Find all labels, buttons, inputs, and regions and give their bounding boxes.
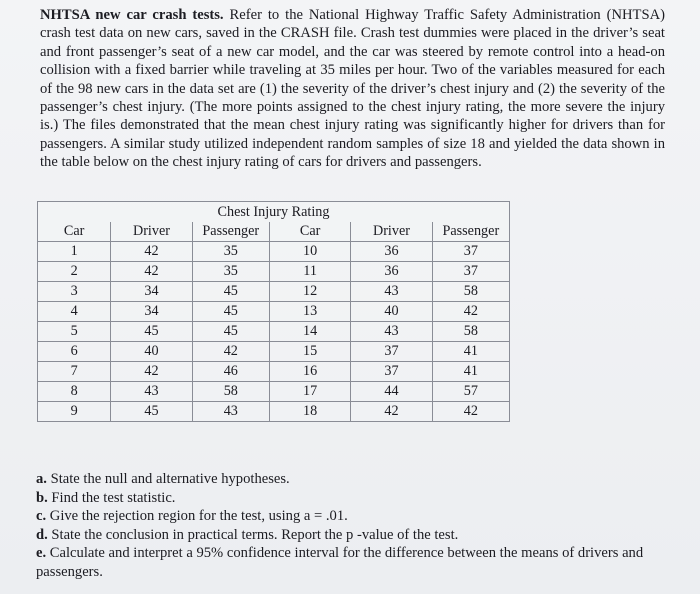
question-item xyxy=(36,526,676,545)
table-cell: 43 xyxy=(111,382,192,402)
header-driver-1: Driver xyxy=(111,222,192,242)
table-cell: 34 xyxy=(111,282,192,302)
table-cell: 45 xyxy=(111,322,192,342)
table-cell: 42 xyxy=(111,362,192,382)
table-row xyxy=(38,362,510,382)
table-cell: 41 xyxy=(432,342,509,362)
table-cell: 5 xyxy=(38,322,111,342)
table-cell: 44 xyxy=(351,382,432,402)
table-cell: 42 xyxy=(351,402,432,422)
table-title: Chest Injury Rating xyxy=(38,202,510,223)
table-cell: 46 xyxy=(192,362,269,382)
table-cell: 17 xyxy=(269,382,350,402)
table-row xyxy=(38,382,510,402)
problem-body: Refer to the National Highway Traffic Safety Administration (NHTSA) crash test data on new cars, saved in the CRASH file. Crash test dummies were placed in the driver’s seat and front passenger’s seat of a new car model, and the car was steered by remote control into a head-on collision with a fixed barrier while traveling at 35 miles per hour. Two of the variables measured for each of the 98 new cars in the data set are (1) the severity of the driver’s chest injury and (2) the severity of the passenger’s chest injury. (The more points assigned to the chest injury rating, the more severe the injury is.) The files demonstrated that the mean chest injury rating was significantly higher for drivers than for passengers. A similar study utilized independent random samples of size 18 and yielded the data shown in the table below on the chest injury rating of cars for drivers and passengers. xyxy=(40,7,665,171)
table-cell: 11 xyxy=(269,262,350,282)
table-cell: 43 xyxy=(192,402,269,422)
table-cell: 37 xyxy=(351,342,432,362)
table-row xyxy=(38,302,510,322)
table-cell: 1 xyxy=(38,242,111,262)
table-cell: 41 xyxy=(432,362,509,382)
table-cell: 37 xyxy=(432,262,509,282)
header-car-1: Car xyxy=(38,222,111,242)
table-cell: 14 xyxy=(269,322,350,342)
table-cell: 16 xyxy=(269,362,350,382)
table-row xyxy=(38,282,510,302)
question-text: State the null and alternative hypotheses. xyxy=(46,471,290,487)
table-row xyxy=(38,402,510,422)
table-cell: 9 xyxy=(38,402,111,422)
question-letter: c. xyxy=(36,508,47,525)
table-cell: 37 xyxy=(432,242,509,262)
table-cell: 57 xyxy=(432,382,509,402)
table-cell: 45 xyxy=(192,282,269,302)
table-row xyxy=(38,242,510,262)
table-row xyxy=(38,262,510,282)
problem-statement xyxy=(40,6,665,172)
table-cell: 42 xyxy=(192,342,269,362)
table-cell: 40 xyxy=(351,302,432,322)
table-cell: 45 xyxy=(111,402,192,422)
question-text: Calculate and interpret a 95% confidence interval for the difference between the means of drivers and passengers. xyxy=(36,545,644,580)
table-title-row xyxy=(38,202,510,223)
header-car-2: Car xyxy=(269,222,350,242)
table-cell: 3 xyxy=(38,282,111,302)
table-cell: 36 xyxy=(351,242,432,262)
question-list xyxy=(36,470,676,582)
table-cell: 13 xyxy=(269,302,350,322)
question-text: State the conclusion in practical terms. Report the p -value of the test. xyxy=(47,526,459,543)
chest-injury-table xyxy=(37,201,510,422)
table-row xyxy=(38,322,510,342)
table-cell: 58 xyxy=(432,282,509,302)
table-cell: 37 xyxy=(351,362,432,382)
table-cell: 42 xyxy=(432,402,509,422)
table-cell: 4 xyxy=(38,302,111,322)
table-cell: 34 xyxy=(111,302,192,322)
question-letter: d. xyxy=(36,526,48,543)
table-cell: 40 xyxy=(111,342,192,362)
question-item xyxy=(36,470,676,489)
question-letter: b. xyxy=(36,489,48,506)
table-cell: 42 xyxy=(111,262,192,282)
table-cell: 45 xyxy=(192,322,269,342)
table-row xyxy=(38,342,510,362)
data-table-container xyxy=(37,201,510,422)
table-cell: 43 xyxy=(351,322,432,342)
question-item xyxy=(36,507,676,526)
table-cell: 42 xyxy=(432,302,509,322)
question-item xyxy=(36,544,676,581)
question-item xyxy=(36,489,676,508)
table-cell: 35 xyxy=(192,262,269,282)
table-cell: 35 xyxy=(192,242,269,262)
table-cell: 58 xyxy=(192,382,269,402)
table-cell: 7 xyxy=(38,362,111,382)
table-cell: 43 xyxy=(351,282,432,302)
table-cell: 15 xyxy=(269,342,350,362)
table-cell: 2 xyxy=(38,262,111,282)
header-passenger-2: Passenger xyxy=(432,222,509,242)
table-cell: 6 xyxy=(38,342,111,362)
header-passenger-1: Passenger xyxy=(192,222,269,242)
question-text: Find the test statistic. xyxy=(47,489,176,506)
question-text: Give the rejection region for the test, using a = .01. xyxy=(46,508,348,525)
table-cell: 18 xyxy=(269,402,350,422)
table-cell: 45 xyxy=(192,302,269,322)
table-cell: 36 xyxy=(351,262,432,282)
table-header-row xyxy=(38,222,510,242)
table-cell: 10 xyxy=(269,242,350,262)
table-cell: 42 xyxy=(111,242,192,262)
table-cell: 58 xyxy=(432,322,509,342)
problem-title: NHTSA new car crash tests. xyxy=(40,7,224,23)
header-driver-2: Driver xyxy=(351,222,432,242)
question-letter: a. xyxy=(36,471,47,487)
question-letter: e. xyxy=(36,545,47,562)
table-cell: 12 xyxy=(269,282,350,302)
table-cell: 8 xyxy=(38,382,111,402)
